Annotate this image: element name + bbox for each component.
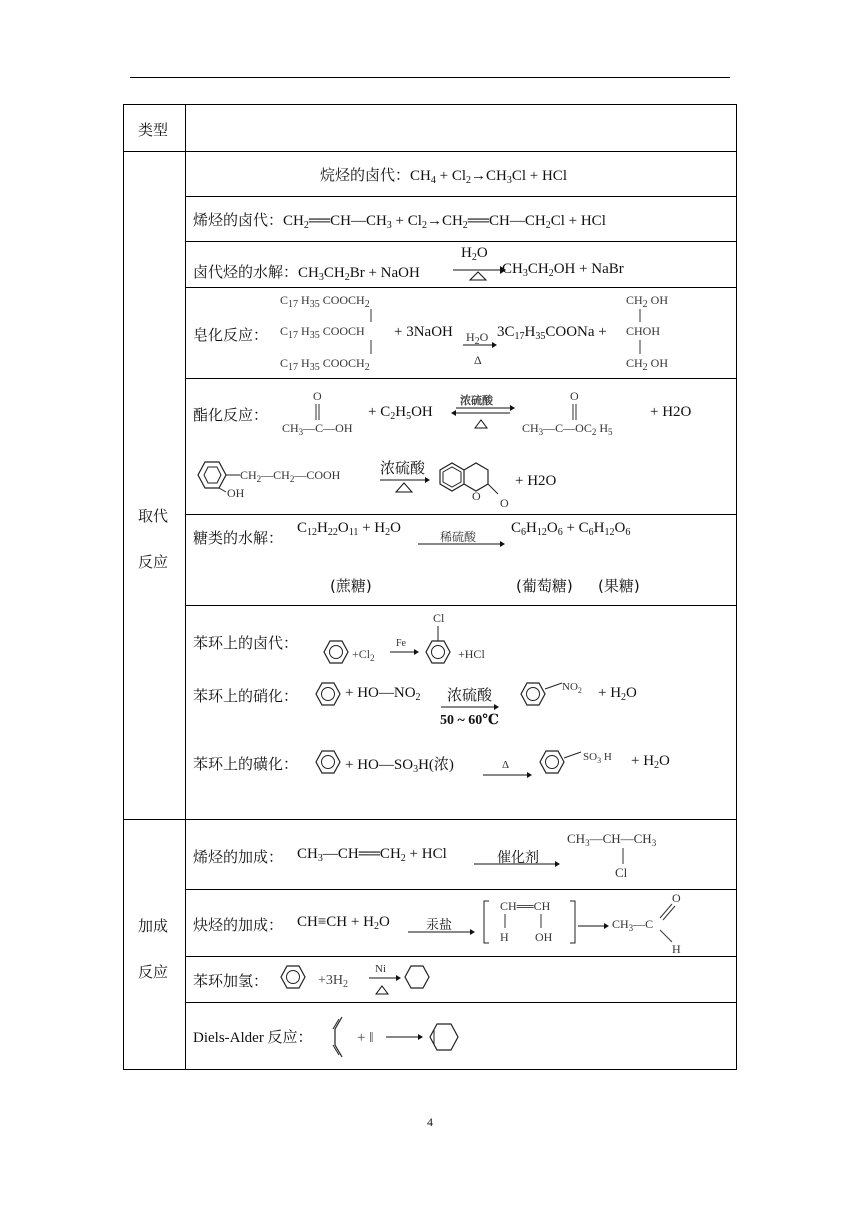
fructose-name: (果糖) bbox=[598, 577, 640, 595]
svg-text:Δ: Δ bbox=[502, 759, 510, 771]
sulfonation-product: + $H_2O$ bbox=[631, 753, 670, 771]
saponification-reagent: + 3NaOH bbox=[394, 324, 453, 340]
nitration-cond-bottom: 50 ~ 60℃ bbox=[440, 713, 500, 728]
esterification-label: 酯化反应： bbox=[193, 406, 269, 424]
svg-text:CH══CH: CH══CH bbox=[500, 899, 551, 913]
coumarin-water: + H2O bbox=[515, 473, 557, 489]
svg-text:CH2—CH2—COOH: $CH_2—CH_2—COOH$ bbox=[240, 468, 341, 484]
saponification-cond-top: $H_2O$ bbox=[466, 330, 489, 347]
svg-text:OH: OH bbox=[535, 930, 553, 944]
sucrose-formula: $C_{12}H_{22}O_{11} + H_2O$ bbox=[297, 520, 401, 538]
glucose-name: (葡萄糖) bbox=[516, 577, 573, 595]
benzene-nitration-label: 苯环上的硝化： bbox=[193, 687, 299, 705]
alkyne-addition-cond: 汞盐 bbox=[426, 918, 453, 933]
svg-text:CH3—C—OC2 H5: $CH_3—C—OC_2$ $H_5$ bbox=[522, 421, 613, 437]
ester-line-1: $C_{17}$ $H_{35}$ $COOCH_2$ bbox=[280, 293, 370, 310]
diels-alder-label: Diels-Alder 反应： bbox=[193, 1030, 313, 1046]
alkyne-addition-label: 炔烃的加成： bbox=[193, 916, 284, 934]
svg-text:O: O bbox=[472, 489, 481, 503]
alkene-halogenation-row: 烯烃的卤代：$CH_2══CH—CH_3$ + $Cl_2\to CH_2══CH—CH_2Cl$ + HCl bbox=[193, 211, 606, 231]
category-addition-1: 加成 bbox=[138, 917, 169, 935]
benzene-sulfonation-label: 苯环上的磺化： bbox=[193, 755, 299, 773]
esterification-cond: 浓硫酸 bbox=[460, 394, 493, 407]
saponification-product: $3C_{17}H_{35}COONa$ + bbox=[497, 324, 607, 342]
svg-text:+HCl: +HCl bbox=[458, 647, 485, 661]
category-substitution-1: 取代 bbox=[138, 507, 169, 525]
esterification-alcohol: + $C_2H_5OH$ bbox=[368, 404, 433, 422]
svg-text:CH3—C—OH: $CH_3—C—OH$ bbox=[282, 421, 353, 437]
alkane-halogenation-row: 烷烃的卤代：$CH_4 + Cl_2\to CH_3Cl$ + HCl bbox=[320, 166, 567, 186]
acid-o: O bbox=[313, 389, 322, 403]
sugar-cond: 稀硫酸 bbox=[440, 530, 477, 544]
svg-text:OH: OH bbox=[227, 486, 245, 500]
benzene-halogenation-label: 苯环上的卤代： bbox=[193, 634, 299, 652]
svg-text:CH3—CH—CH3: $CH_3—CH—CH_3$ bbox=[567, 831, 657, 848]
alkene-addition-cond: 催化剂 bbox=[497, 850, 539, 866]
ester-line-2: $C_{17}$ $H_{35}$ COOCH bbox=[280, 324, 365, 341]
hydrolysis-product: $CH_3CH_2OH$ + NaBr bbox=[502, 261, 624, 279]
page-number: 4 bbox=[427, 1115, 433, 1129]
svg-text:+Cl2: $+Cl_2$ bbox=[352, 647, 375, 663]
svg-text:+3H2: $+3H_2$ bbox=[318, 973, 349, 990]
svg-text:H: H bbox=[672, 942, 681, 956]
sulfonation-reagent: + $HO—SO_3H$(浓) bbox=[345, 757, 454, 775]
svg-text:NO2: $NO_2$ bbox=[562, 681, 582, 695]
svg-text:Cl: Cl bbox=[433, 611, 445, 625]
diels-alder-plus: + ‖ bbox=[357, 1030, 374, 1046]
nitration-cond-top: 浓硫酸 bbox=[447, 686, 493, 704]
svg-text:H: H bbox=[500, 930, 509, 944]
sucrose-name: (蔗糖) bbox=[330, 577, 372, 595]
sugar-product: $C_6H_{12}O_6 + C_6H_{12}O_6$ bbox=[511, 520, 631, 538]
svg-text:SO3 H: $SO_3$ H bbox=[583, 751, 612, 765]
type-header: 类型 bbox=[138, 121, 169, 139]
glycerol-line-2: CHOH bbox=[626, 324, 661, 338]
ester-o: O bbox=[570, 389, 579, 403]
ester-line-3: $C_{17}$ $H_{35}$ $COOCH_2$ bbox=[280, 356, 370, 373]
sugar-hydrolysis-label: 糖类的水解： bbox=[193, 529, 284, 547]
glycerol-line-3: $CH_2$ OH bbox=[626, 356, 669, 373]
saponification-cond-bottom: Δ bbox=[474, 353, 482, 367]
benzene-hydrogenation-label: 苯环加氢： bbox=[193, 972, 269, 990]
coumarin-cond: 浓硫酸 bbox=[380, 459, 426, 477]
svg-text:Ni: Ni bbox=[375, 963, 386, 975]
category-substitution-2: 反应 bbox=[138, 553, 169, 571]
svg-text:O: O bbox=[500, 496, 509, 510]
alkene-addition-equation: $CH_3—CH══CH_2$ + HCl bbox=[297, 846, 447, 864]
nitration-product: + $H_2O$ bbox=[598, 685, 637, 703]
alkene-addition-label: 烯烃的加成： bbox=[193, 848, 284, 866]
hydrolysis-condition-top: $H_2O$ bbox=[461, 245, 488, 263]
svg-text:O: O bbox=[672, 891, 681, 905]
esterification-water: + H2O bbox=[650, 404, 692, 420]
category-addition-2: 反应 bbox=[138, 963, 169, 981]
nitration-reagent: + $HO—NO_2$ bbox=[345, 685, 421, 703]
alkyne-addition-equation: $CH\equiv CH + H_2O$ bbox=[297, 914, 390, 932]
svg-text:Fe: Fe bbox=[396, 638, 406, 649]
haloalkane-hydrolysis-row: 卤代烃的水解：$CH_3CH_2Br$ + NaOH bbox=[193, 263, 420, 283]
svg-text:Cl: Cl bbox=[615, 865, 628, 880]
glycerol-line-1: $CH_2$ OH bbox=[626, 293, 669, 310]
svg-text:CH3—C: $CH_3—C$ bbox=[612, 917, 654, 933]
saponification-label: 皂化反应： bbox=[193, 326, 269, 344]
